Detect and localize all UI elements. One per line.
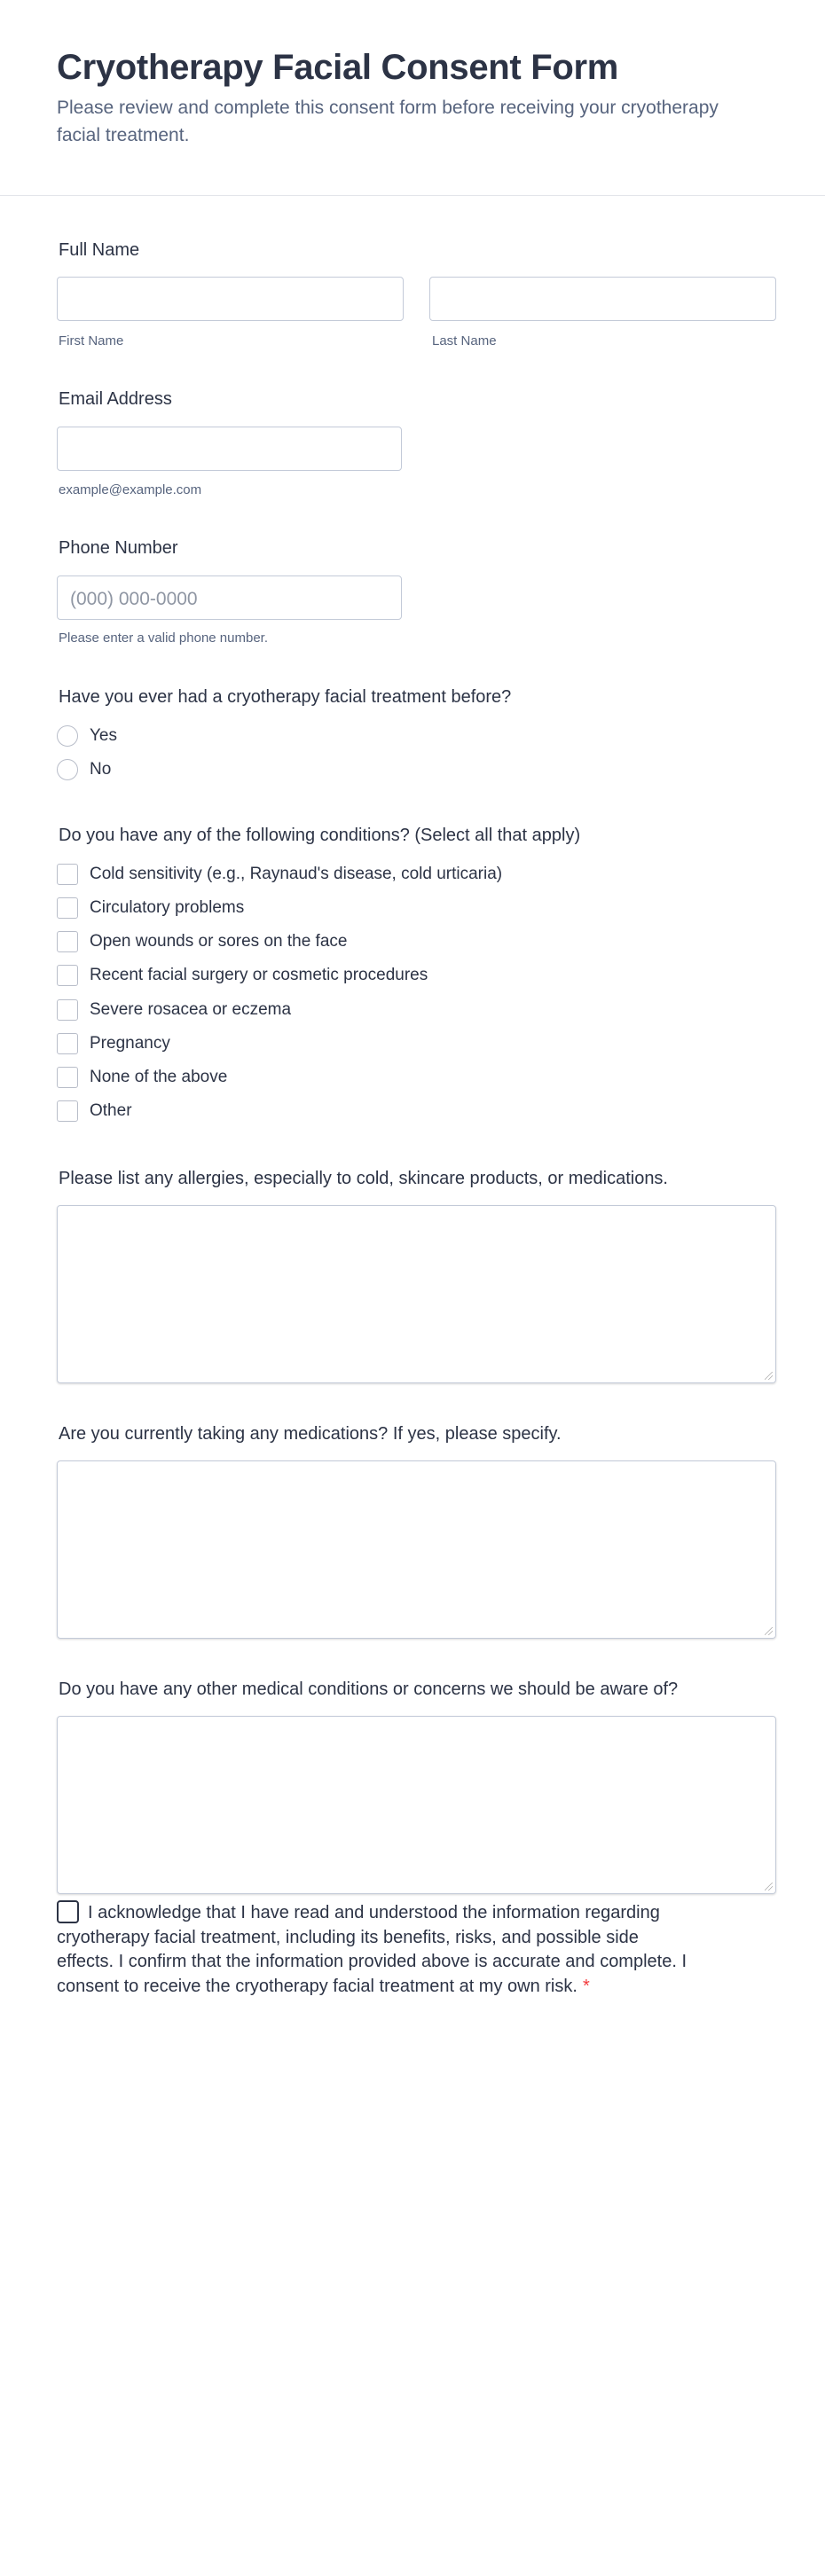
form-header (0, 0, 825, 196)
consent-field (57, 1900, 695, 1999)
option-label: No (90, 760, 112, 779)
checkbox-option[interactable] (57, 864, 502, 885)
phone-label: Phone Number (59, 538, 178, 558)
radio-option-yes[interactable] (57, 725, 117, 747)
checkbox-option[interactable] (57, 1033, 170, 1054)
option-label: Open wounds or sores on the face (90, 932, 348, 951)
checkbox[interactable] (57, 1033, 78, 1054)
other-conditions-label: Do you have any other medical conditions or concerns we should be aware of? (59, 1679, 679, 1699)
option-label: Cold sensitivity (e.g., Raynaud's disease, cold urticaria) (90, 865, 503, 883)
consent-checkbox[interactable] (57, 1900, 79, 1923)
option-label: None of the above (90, 1068, 228, 1086)
checkbox-option[interactable] (57, 1100, 132, 1122)
checkbox[interactable] (57, 897, 78, 919)
option-label: Circulatory problems (90, 898, 245, 917)
page-title: Cryotherapy Facial Consent Form (57, 48, 619, 87)
resize-handle-icon[interactable] (765, 1627, 773, 1635)
other-conditions-textarea[interactable] (57, 1716, 776, 1894)
radio-option-no[interactable] (57, 759, 111, 780)
checkbox[interactable] (57, 999, 78, 1021)
full-name-label: Full Name (59, 240, 140, 260)
checkbox[interactable] (57, 1100, 78, 1122)
resize-handle-icon[interactable] (765, 1372, 773, 1380)
radio-button[interactable] (57, 759, 78, 780)
checkbox[interactable] (57, 931, 78, 952)
resize-handle-icon[interactable] (765, 1883, 773, 1891)
prior-treatment-label: Have you ever had a cryotherapy facial treatment before? (59, 687, 512, 707)
phone-placeholder: (000) 000-0000 (70, 589, 198, 609)
option-label: Pregnancy (90, 1034, 170, 1053)
checkbox-option[interactable] (57, 931, 347, 952)
page-subtitle: Please review and complete this consent form before receiving your cryotherapy facial treatment. (57, 98, 719, 145)
option-label: Yes (90, 726, 117, 745)
email-input[interactable] (57, 427, 402, 471)
conditions-label: Do you have any of the following conditions? (Select all that apply) (59, 826, 581, 845)
first-name-input[interactable] (57, 277, 404, 321)
checkbox[interactable] (57, 965, 78, 986)
email-helper: example@example.com (59, 482, 202, 497)
last-name-sublabel: Last Name (432, 333, 497, 348)
medications-textarea[interactable] (57, 1460, 776, 1639)
checkbox-option[interactable] (57, 965, 428, 986)
phone-helper: Please enter a valid phone number. (59, 630, 268, 646)
checkbox-option[interactable] (57, 897, 244, 919)
email-label: Email Address (59, 389, 172, 409)
last-name-input[interactable] (429, 277, 776, 321)
required-asterisk: * (582, 1976, 590, 1996)
option-label: Severe rosacea or eczema (90, 1000, 292, 1019)
medications-label: Are you currently taking any medications? If yes, please specify. (59, 1424, 562, 1444)
allergies-textarea[interactable] (57, 1205, 776, 1383)
option-label: Recent facial surgery or cosmetic procedures (90, 966, 428, 984)
checkbox[interactable] (57, 864, 78, 885)
checkbox[interactable] (57, 1067, 78, 1088)
first-name-sublabel: First Name (59, 333, 124, 348)
radio-button[interactable] (57, 725, 78, 747)
option-label: Other (90, 1101, 132, 1120)
consent-text: I acknowledge that I have read and understood the information regarding cryotherapy facial treatment, including its benefits, risks, and possible side effects. I confirm that the information provided above is accurate and complete. I consent to receive the cryotherapy facial treatment at my own risk. (57, 1903, 688, 1996)
phone-input[interactable] (57, 575, 402, 620)
checkbox-option[interactable] (57, 999, 291, 1021)
checkbox-option[interactable] (57, 1067, 227, 1088)
allergies-label: Please list any allergies, especially to cold, skincare products, or medications. (59, 1169, 668, 1188)
